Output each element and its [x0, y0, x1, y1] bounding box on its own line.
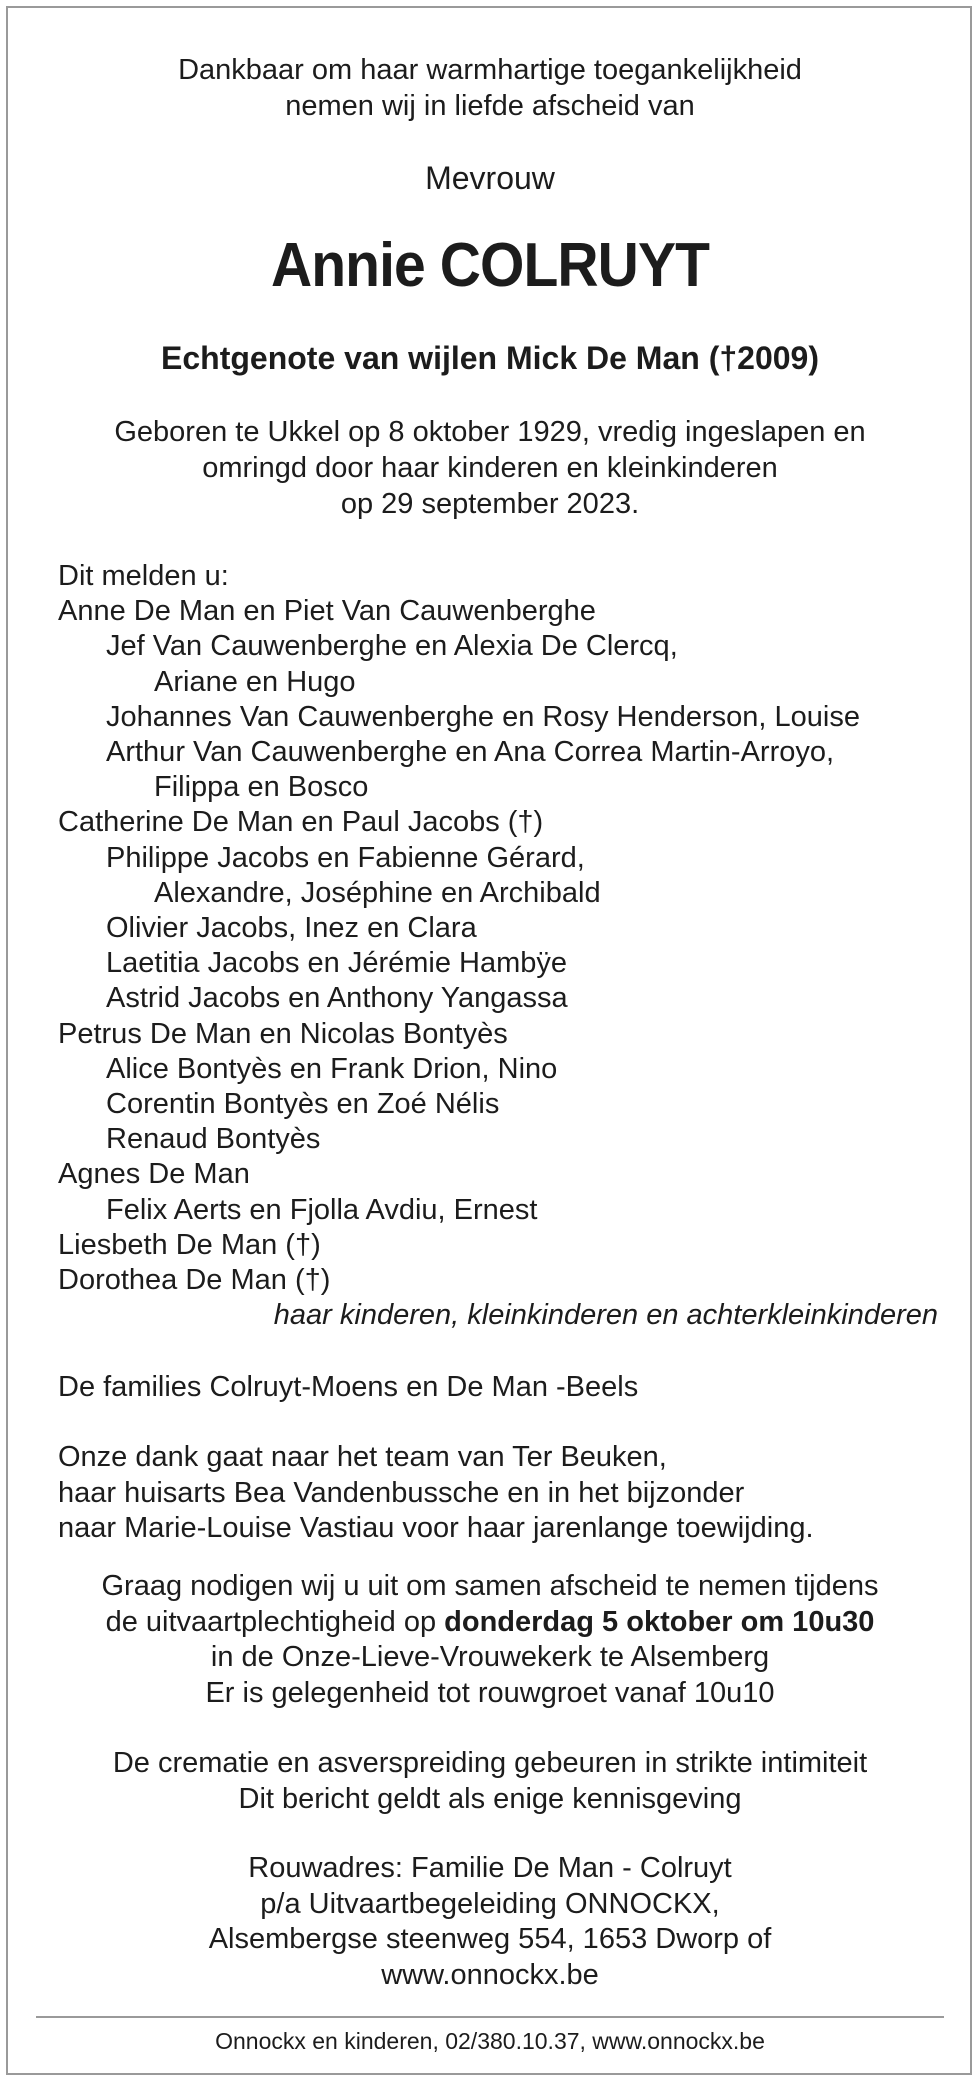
announcer-line: Agnes De Man — [58, 1158, 250, 1191]
address-line: Rouwadres: Familie De Man - Colruyt — [248, 1852, 732, 1884]
announcer-signature: haar kinderen, kleinkinderen en achterkleinkinderen — [273, 1299, 938, 1332]
born-line: Geboren te Ukkel op 8 oktober 1929, vredig ingeslapen en — [114, 416, 866, 448]
announcer-line: Alexandre, Joséphine en Archibald — [154, 876, 601, 909]
thanks-line: haar huisarts Bea Vandenbussche en in het bijzonder — [58, 1476, 745, 1509]
announcer-line: Jef Van Cauwenberghe en Alexia De Clercq, — [106, 630, 678, 663]
deceased-name: Annie COLRUYT — [270, 231, 710, 300]
invitation-prefix: de uitvaartplechtigheid op — [105, 1605, 445, 1638]
address-website: www.onnockx.be — [381, 1958, 599, 1991]
footer-funeral-home: Onnockx en kinderen, 02/380.10.37, www.onnockx.be — [215, 2028, 765, 2054]
mourning-address — [0, 1851, 980, 1993]
intro-text — [0, 52, 980, 124]
announcer-line: Anne De Man en Piet Van Cauwenberghe — [58, 595, 596, 628]
announcer-line: Liesbeth De Man (†) — [58, 1228, 321, 1261]
announcer-line: Arthur Van Cauwenberghe en Ana Correa Martin-Arroyo, — [106, 736, 835, 769]
announcer-line: Alice Bontyès en Frank Drion, Nino — [106, 1052, 558, 1085]
families-line: De families Colruyt-Moens en De Man -Beels — [58, 1371, 639, 1403]
spouse-line: Echtgenote van wijlen Mick De Man (†2009) — [161, 340, 819, 376]
footer-divider — [36, 2016, 944, 2018]
invitation-line: Er is gelegenheid tot rouwgroet vanaf 10u10 — [205, 1676, 775, 1709]
born-line: op 29 september 2023. — [340, 488, 640, 520]
intro-line: Dankbaar om haar warmhartige toegankelijkheid — [178, 54, 802, 86]
announcer-line: Laetitia Jacobs en Jérémie Hambÿe — [106, 947, 568, 980]
address-line: Alsembergse steenweg 554, 1653 Dworp of — [208, 1923, 772, 1955]
announcer-line: Catherine De Man en Paul Jacobs (†) — [58, 806, 544, 839]
announcer-line: Johannes Van Cauwenberghe en Rosy Henderson, Louise — [106, 700, 860, 733]
announcer-line: Petrus De Man en Nicolas Bontyès — [58, 1017, 508, 1050]
intro-line: nemen wij in liefde afscheid van — [285, 90, 695, 122]
announcer-line: Ariane en Hugo — [154, 665, 356, 698]
born-line: omringd door haar kinderen en kleinkinderen — [202, 452, 778, 484]
thanks-line: Onze dank gaat naar het team van Ter Beuken, — [58, 1441, 667, 1473]
announcer-line: Filippa en Bosco — [154, 771, 369, 804]
birth-death-text — [0, 414, 980, 522]
announcer-line: Corentin Bontyès en Zoé Nélis — [106, 1088, 500, 1121]
thanks-line: naar Marie-Louise Vastiau voor haar jarenlange toewijding. — [58, 1512, 814, 1544]
announcer-heading: Dit melden u: — [58, 560, 229, 592]
address-line: p/a Uitvaartbegeleiding ONNOCKX, — [260, 1887, 720, 1920]
cremation-line: Dit bericht geldt als enige kennisgeving — [238, 1782, 742, 1815]
cremation-line: De crematie en asverspreiding gebeuren in strikte intimiteit — [112, 1747, 868, 1779]
cremation-text — [0, 1746, 980, 1817]
announcer-line: Philippe Jacobs en Fabienne Gérard, — [106, 841, 585, 874]
ceremony-datetime: donderdag 5 oktober om 10u30 — [444, 1605, 875, 1638]
announcer-line: Astrid Jacobs en Anthony Yangassa — [106, 982, 568, 1015]
invitation-line-datetime — [0, 1605, 980, 1641]
announcer-line: Dorothea De Man (†) — [58, 1264, 331, 1297]
announcer-line: Olivier Jacobs, Inez en Clara — [106, 912, 477, 945]
invitation-line: Graag nodigen wij u uit om samen afscheid te nemen tijdens — [101, 1570, 879, 1602]
invitation-line: in de Onze-Lieve-Vrouwekerk te Alsemberg — [210, 1641, 770, 1673]
announcer-list — [58, 559, 938, 1333]
thanks-text — [58, 1440, 814, 1547]
announcer-line: Felix Aerts en Fjolla Avdiu, Ernest — [106, 1193, 538, 1226]
announcer-line: Renaud Bontyès — [106, 1123, 321, 1156]
salutation: Mevrouw — [425, 160, 555, 196]
invitation-text — [0, 1569, 980, 1711]
